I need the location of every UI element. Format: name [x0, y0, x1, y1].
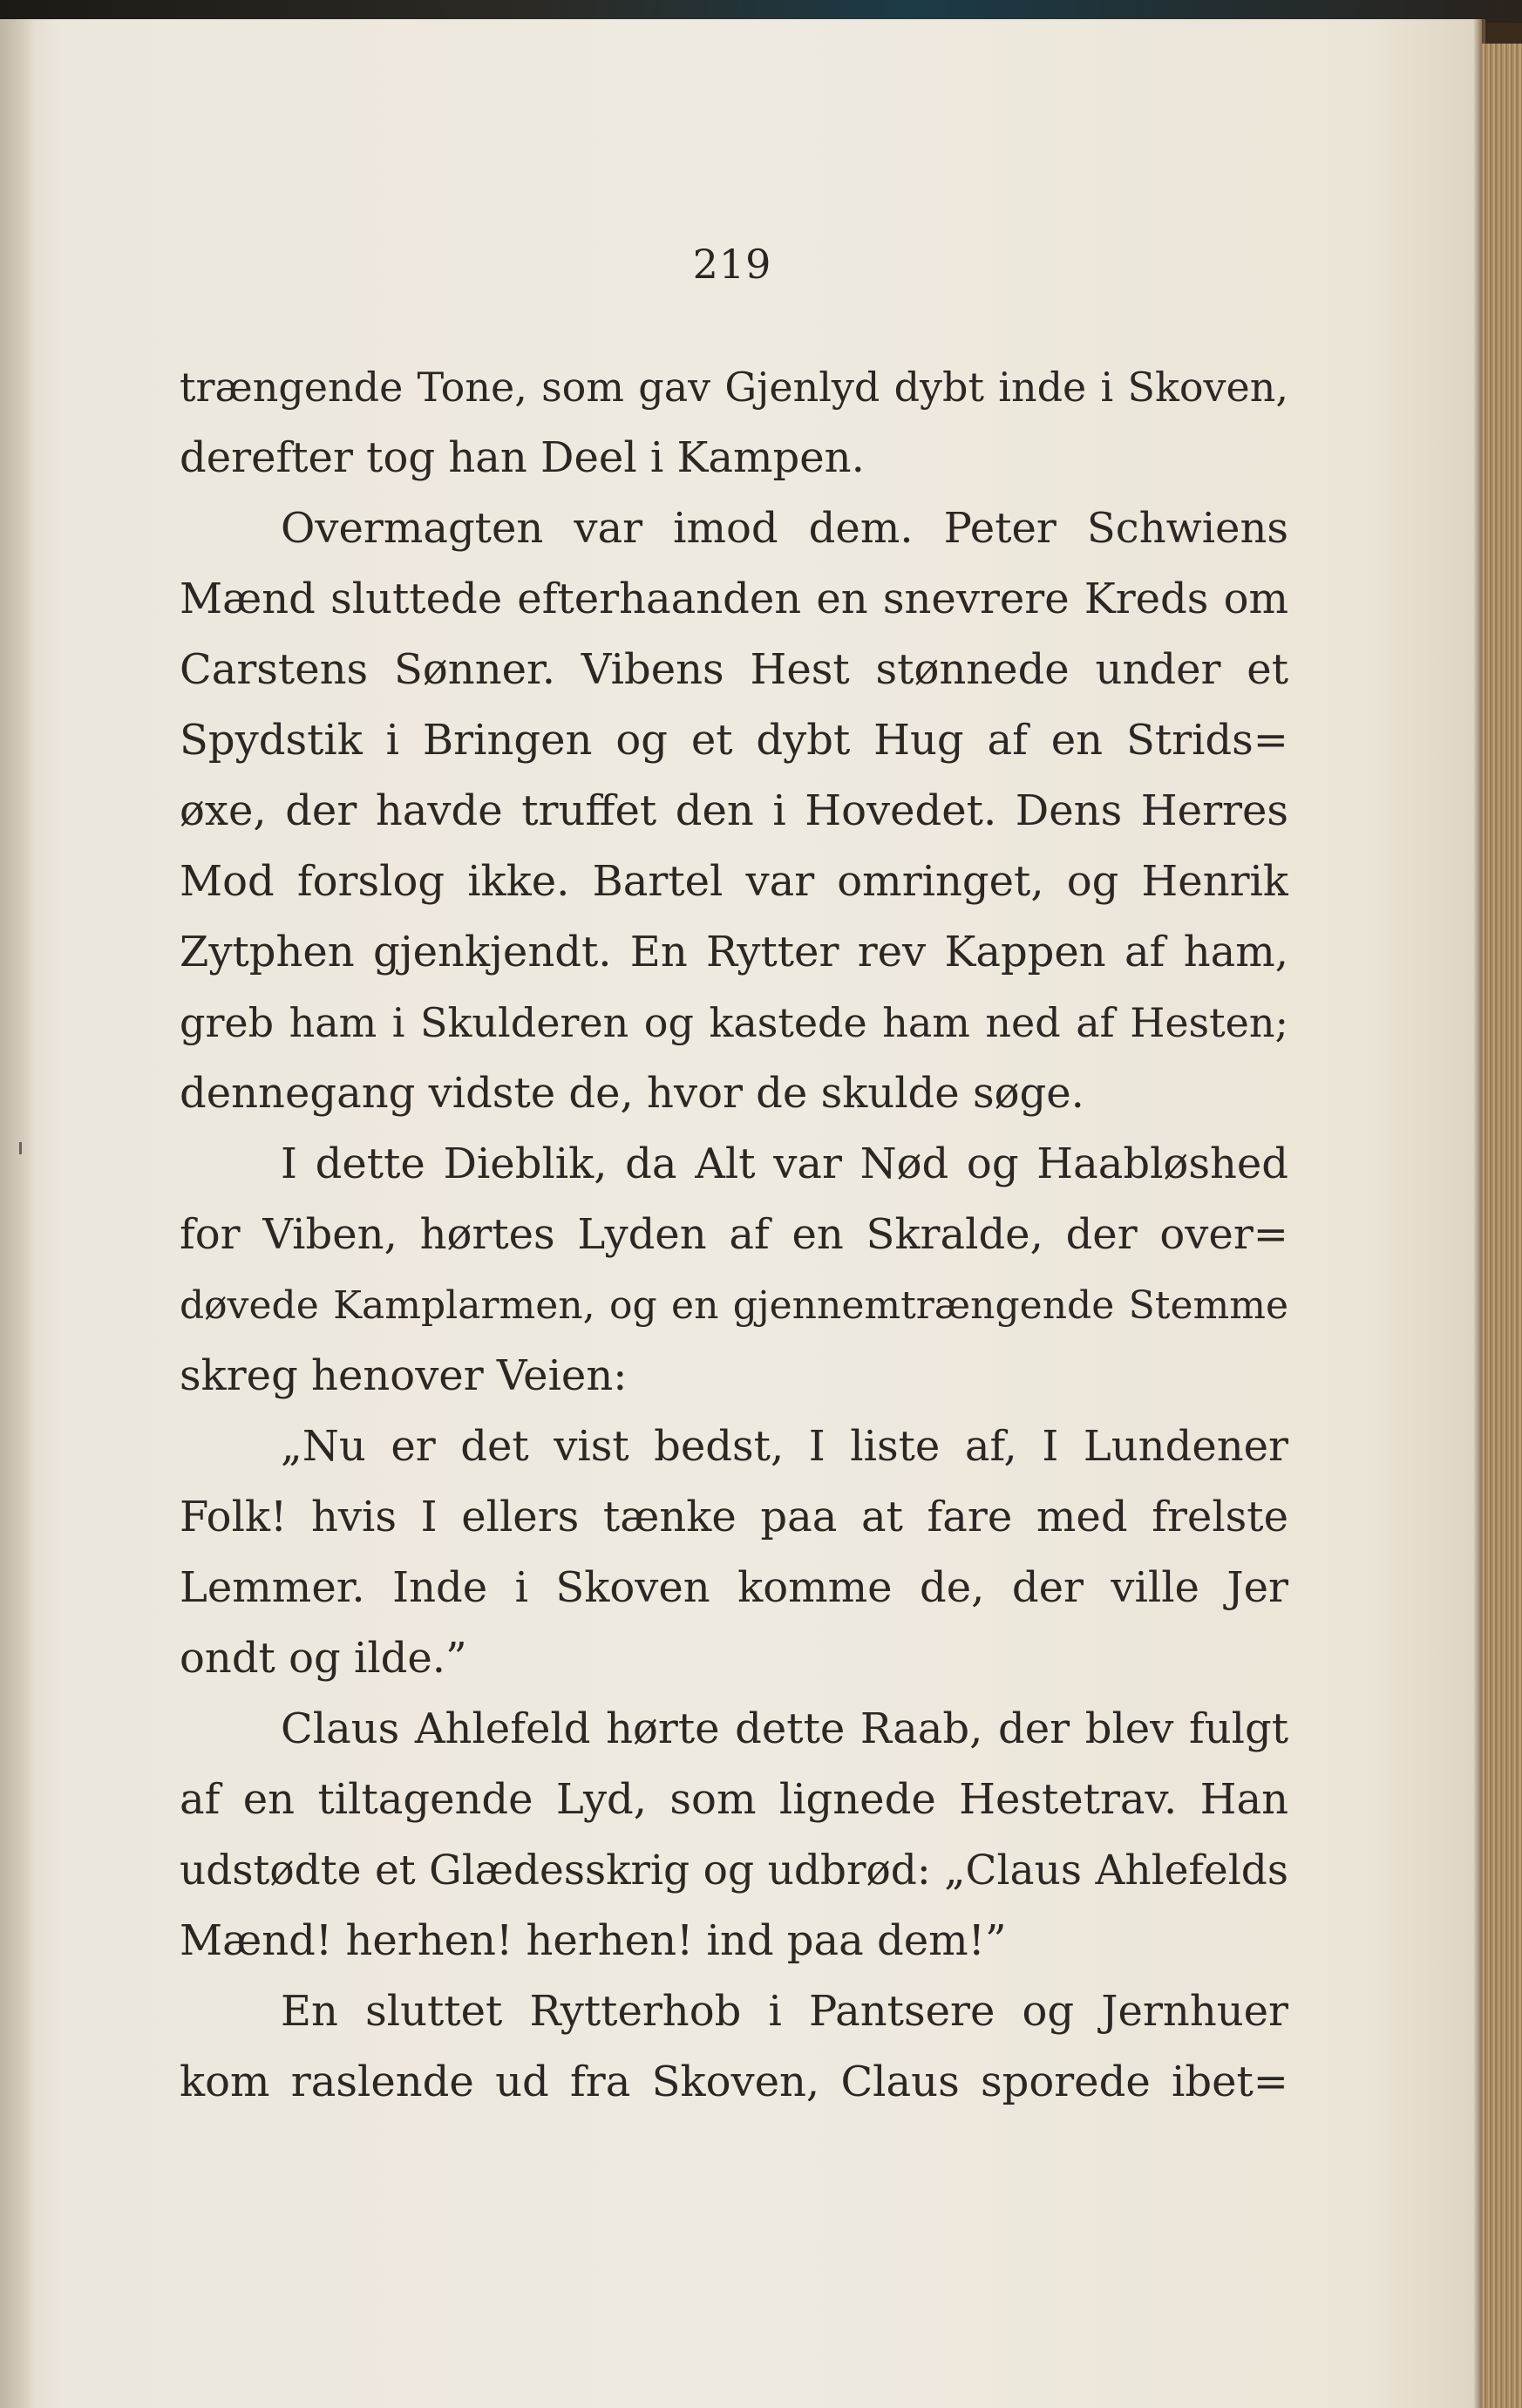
text-line: derefter tog han Deel i Kampen. [180, 433, 865, 482]
margin-mark [19, 1142, 22, 1154]
text-line: Folk! hvis I ellers tænke paa at fare med frelste [180, 1493, 1288, 1541]
text-line: greb ham i Skulderen og kastede ham ned af Hesten; [180, 999, 1288, 1046]
text-line: dennegang vidste de, hvor de skulde søge. [180, 1069, 1084, 1118]
text-line: trængende Tone, som gav Gjenlyd dybt inde i Skoven, [180, 364, 1288, 411]
text-line: I dette Dieblik, da Alt var Nød og Haabløshed [281, 1139, 1288, 1188]
text-line: Spydstik i Bringen og et dybt Hug af en Strids= [180, 716, 1288, 765]
binding-shadow [0, 19, 35, 2408]
text-line: for Viben, hørtes Lyden af en Skralde, der over= [180, 1210, 1288, 1259]
page-number: 219 [692, 241, 772, 288]
text-line: Mænd sluttede efterhaanden en snevrere Kreds om [180, 575, 1288, 623]
text-line: øxe, der havde truffet den i Hovedet. Dens Herres [180, 786, 1288, 835]
text-line: „Nu er det vist bedst, I liste af, I Lundener [281, 1422, 1288, 1471]
text-line: Carstens Sønner. Vibens Hest stønnede under et [180, 645, 1288, 694]
text-line: Overmagten var imod dem. Peter Schwiens [281, 504, 1288, 553]
text-line: Zytphen gjenkjendt. En Rytter rev Kappen af ham, [180, 928, 1288, 976]
text-line: skreg henover Veien: [180, 1351, 628, 1400]
text-line: Mod forslog ikke. Bartel var omringet, og Henrik [180, 857, 1288, 906]
text-line: udstødte et Glædesskrig og udbrød: „Claus Ahlefelds [180, 1847, 1288, 1894]
text-line: kom raslende ud fra Skoven, Claus sporede ibet= [180, 2058, 1288, 2106]
text-line: ondt og ilde.” [180, 1634, 467, 1683]
text-line: af en tiltagende Lyd, som lignede Hestetrav. Han [180, 1775, 1288, 1824]
stacked-page-edges [1482, 44, 1522, 2408]
text-line: døvede Kamplarmen, og en gjennemtrængende Stemme [180, 1283, 1288, 1328]
text-line: Mænd! herhen! herhen! ind paa dem!” [180, 1916, 1007, 1965]
text-line: Lemmer. Inde i Skoven komme de, der ville Jer [180, 1563, 1288, 1612]
body-text [180, 352, 1288, 2118]
text-line: Claus Ahlefeld hørte dette Raab, der blev fulgt [281, 1704, 1288, 1753]
text-line: En sluttet Rytterhob i Pantsere og Jernhuer [281, 1987, 1288, 2036]
